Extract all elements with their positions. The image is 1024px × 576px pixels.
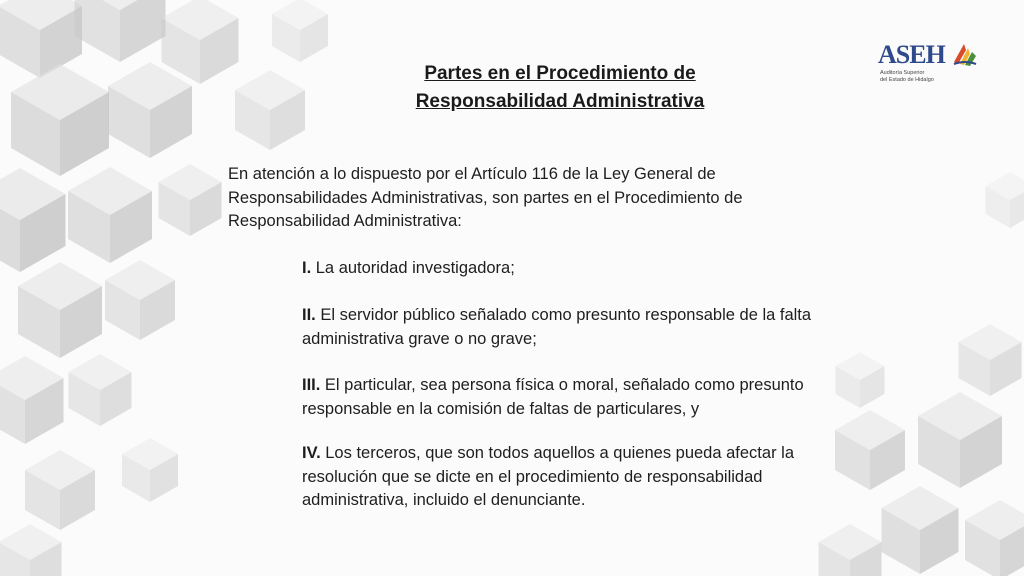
list-item (302, 442, 832, 513)
item-text: El particular, sea persona física o moral, señalado como presunto responsable en la comisión de faltas de particulares, y (302, 376, 804, 418)
aseh-logo (878, 40, 988, 96)
list-item (302, 374, 832, 421)
logo-wordmark: ASEH (878, 40, 945, 69)
item-number: II. (302, 306, 316, 324)
list-item (302, 257, 832, 281)
intro-paragraph: En atención a lo dispuesto por el Artículo 116 de la Ley General de Responsabilidades Administrativas, son partes en el Procedimiento de Responsabilidad Administrativa: (228, 165, 743, 230)
item-text: El servidor público señalado como presunto responsable de la falta administrativa grave o no grave; (302, 306, 812, 348)
slide-title (300, 60, 820, 116)
list-item (302, 304, 832, 351)
item-number: IV. (302, 444, 321, 462)
logo-subtitle-2: del Estado de Hidalgo (880, 77, 934, 83)
item-text: Los terceros, que son todos aquellos a quienes pueda afectar la resolución que se dicte en el procedimiento de responsabilidad administrativa, incluido el denunciante. (302, 444, 794, 509)
logo-book-emblem (952, 40, 978, 68)
title-line-1: Partes en el Procedimiento de (424, 63, 696, 84)
item-number: I. (302, 259, 312, 277)
title-line-2: Responsabilidad Administrativa (415, 91, 705, 112)
item-text: La autoridad investigadora; (311, 259, 515, 277)
item-number: III. (302, 376, 321, 394)
logo-subtitle-1: Auditoría Superior (880, 70, 925, 76)
